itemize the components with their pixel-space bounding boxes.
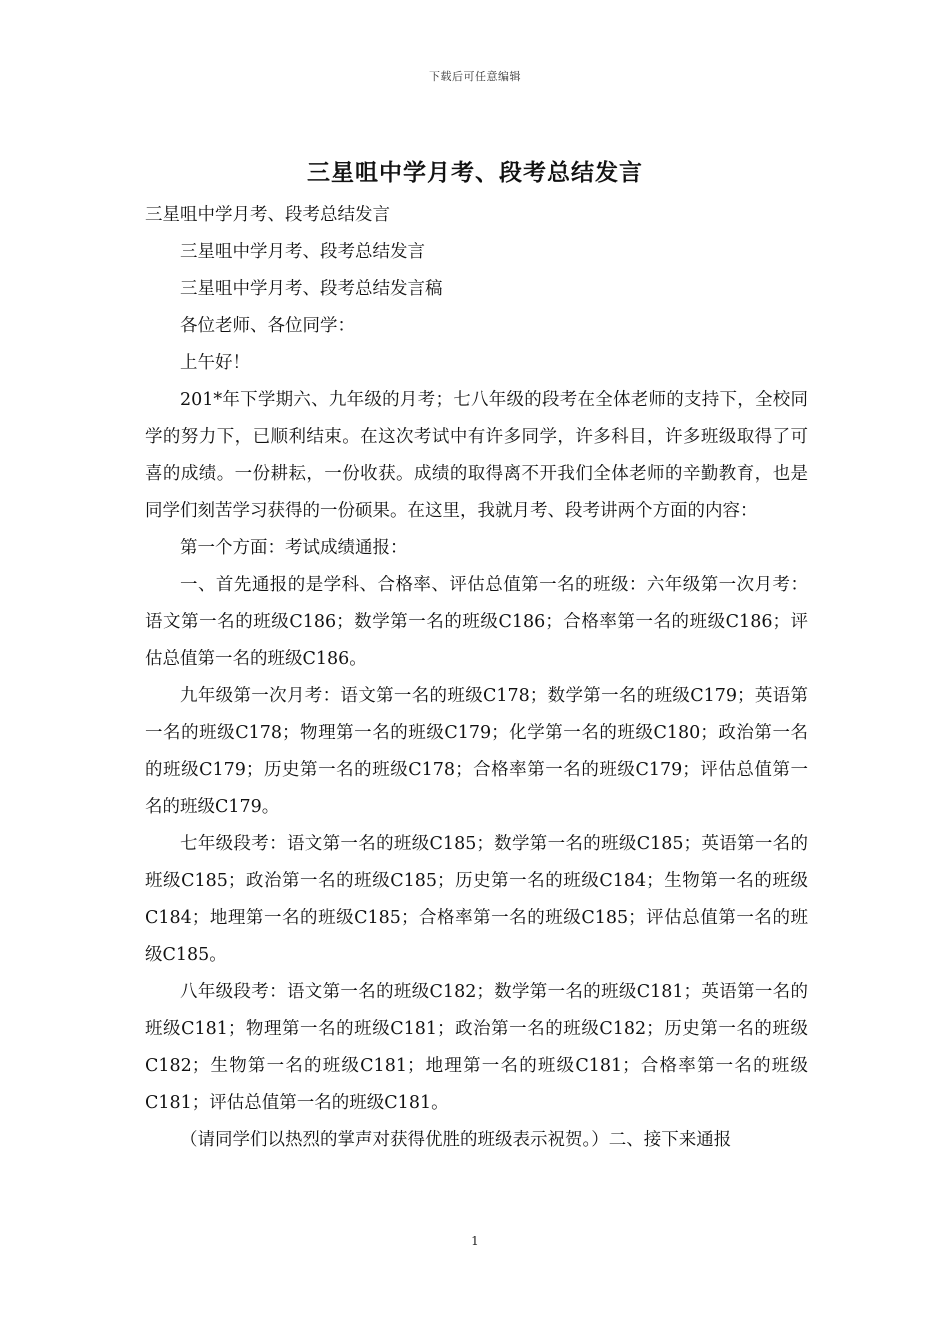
paragraph-section-one: 第一个方面：考试成绩通报： — [180, 538, 408, 558]
paragraph-subtitle-repeat: 三星咀中学月考、段考总结发言 — [180, 242, 425, 262]
paragraph-applause: （请同学们以热烈的掌声对获得优胜的班级表示祝贺。）二、接下来通报 — [180, 1130, 732, 1150]
paragraph-subtitle: 三星咀中学月考、段考总结发言 — [145, 205, 390, 225]
page-number: 1 — [471, 1234, 479, 1248]
document-title: 三星咀中学月考、段考总结发言 — [307, 159, 643, 186]
paragraph-intro: 201*年下学期六、九年级的月考；七八年级的段考在全体老师的支持下，全校同学的努力下，已顺利结束。在这次考试中有许多同学，许多科目，许多班级取得了可喜的成绩。一份耕耘，一份收获。成绩的取得离不开我们全体老师的辛勤教育，也是同学们刻苦学习获得的一份硕果。在这里，我就月考、段考讲两个方面的内容： — [145, 390, 808, 521]
paragraph-grade-nine: 九年级第一次月考：语文第一名的班级C178；数学第一名的班级C179；英语第一名的班级C178；物理第一名的班级C179；化学第一名的班级C180；政治第一名的班级C179；历史第一名的班级C178；合格率第一名的班级C179；评估总值第一名的班级C179。 — [145, 686, 808, 817]
paragraph-grade-six: 一、首先通报的是学科、合格率、评估总值第一名的班级：六年级第一次月考：语文第一名的班级C186；数学第一名的班级C186；合格率第一名的班级C186；评估总值第一名的班级C186。 — [145, 575, 808, 669]
paragraph-grade-seven: 七年级段考：语文第一名的班级C185；数学第一名的班级C185；英语第一名的班级C185；政治第一名的班级C185；历史第一名的班级C184；生物第一名的班级C184；地理第一名的班级C185；合格率第一名的班级C185；评估总值第一名的班级C185。 — [145, 834, 808, 965]
header-note: 下载后可任意编辑 — [429, 70, 521, 83]
document-body — [145, 197, 808, 1159]
paragraph-salutation: 各位老师、各位同学： — [180, 316, 355, 336]
paragraph-speech-heading: 三星咀中学月考、段考总结发言稿 — [180, 279, 443, 299]
paragraph-grade-eight: 八年级段考：语文第一名的班级C182；数学第一名的班级C181；英语第一名的班级C181；物理第一名的班级C181；政治第一名的班级C182；历史第一名的班级C182；生物第一名的班级C181；地理第一名的班级C181；合格率第一名的班级C181；评估总值第一名的班级C181。 — [145, 982, 808, 1113]
paragraph-greeting: 上午好！ — [180, 353, 250, 373]
